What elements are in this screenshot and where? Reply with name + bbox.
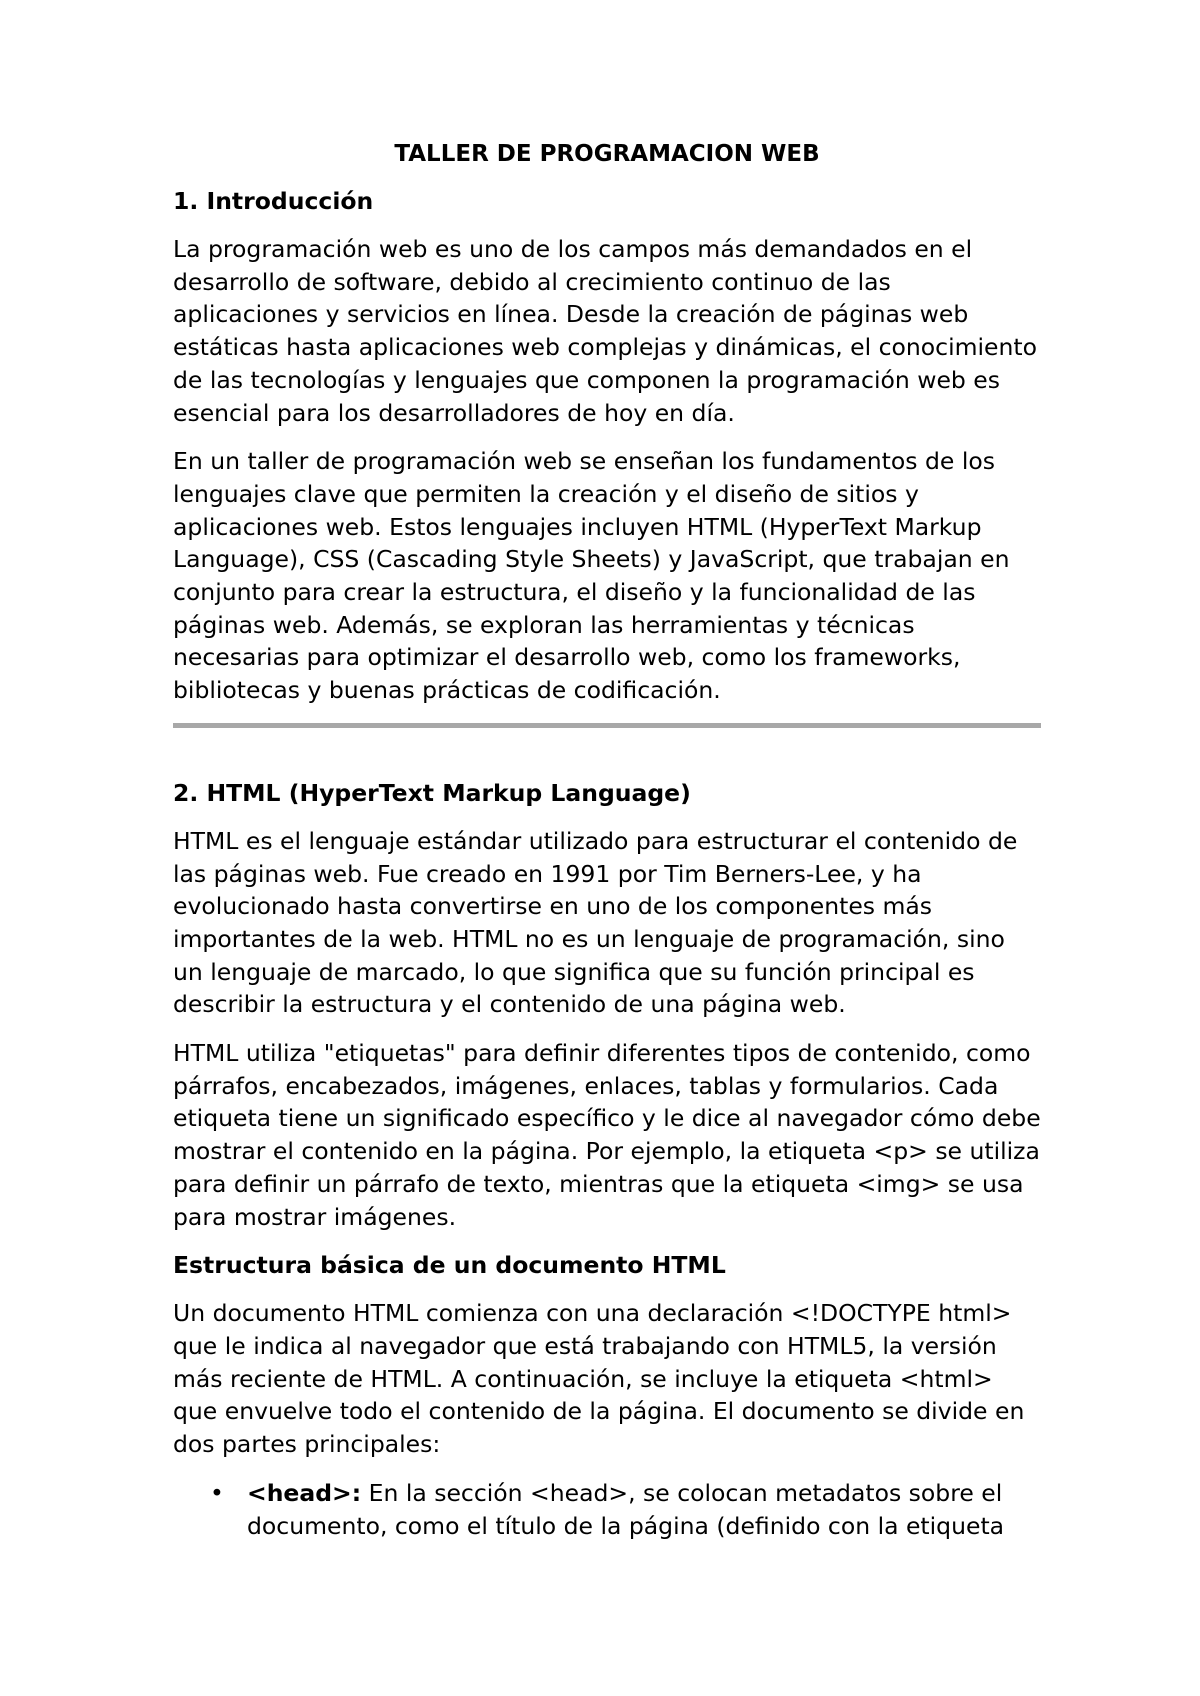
paragraph: HTML es el lenguaje estándar utilizado para estructurar el contenido de las páginas web. Fue creado en 1991 por Tim Berners-Lee, y ha evolucionado hasta convertirse en uno de los componentes más importantes de la web. HTML no es un lenguaje de programación, sino un lenguaje de marcado, lo que significa que su función principal es describir la estructura y el contenido de una página web. xyxy=(173,826,1018,1019)
paragraph: HTML utiliza "etiquetas" para definir diferentes tipos de contenido, como párrafos, encabezados, imágenes, enlaces, tablas y formularios. Cada etiqueta tiene un significado específico y le dice al navegador cómo debe mostrar el contenido en la página. Por ejemplo, la etiqueta <p> se utiliza para definir un párrafo de texto, mientras que la etiqueta <img> se usa para mostrar imágenes. xyxy=(173,1039,1041,1231)
document-title: TALLER DE PROGRAMACION WEB xyxy=(394,141,820,167)
list-item xyxy=(173,1477,1041,1542)
subsection-heading-estructura: Estructura básica de un documento HTML xyxy=(173,1251,726,1280)
list-item-term: <head>: xyxy=(247,1478,362,1507)
section-heading-introduccion: 1. Introducción xyxy=(173,187,374,215)
paragraph: La programación web es uno de los campos más demandados en el desarrollo de software, debido al crecimiento continuo de las aplicaciones y servicios en línea. Desde la creación de páginas web estáticas hasta aplicaciones web complejas y dinámicas, el conocimiento de las tecnologías y lenguajes que componen la programación web es esencial para los desarrolladores de hoy en día. xyxy=(173,235,1037,427)
list-item-text: En la sección <head>, se colocan metadatos sobre el documento, como el título de la página (definido con la etiqueta xyxy=(247,1478,1005,1540)
bullet-marker: • xyxy=(210,1478,224,1507)
paragraph: Un documento HTML comienza con una declaración <!DOCTYPE html> que le indica al navegador que está trabajando con HTML5, la versión más reciente de HTML. A continuación, se incluye la etiqueta <html> que envuelve todo el contenido de la página. El documento se divide en dos partes principales: xyxy=(173,1299,1025,1459)
section-heading-html: 2. HTML (HyperText Markup Language) xyxy=(173,778,691,807)
section-divider xyxy=(173,723,1041,728)
paragraph: En un taller de programación web se enseñan los fundamentos de los lenguajes clave que permiten la creación y el diseño de sitios y aplicaciones web. Estos lenguajes incluyen HTML (HyperText Markup Language), CSS (Cascading Style Sheets) y JavaScript, que trabajan en conjunto para crear la estructura, el diseño y la funcionalidad de las páginas web. Además, se exploran las herramientas y técnicas necesarias para optimizar el desarrollo web, como los frameworks, bibliotecas y buenas prácticas de codificación. xyxy=(173,447,1010,705)
bullet-list xyxy=(173,1477,1041,1542)
document-page xyxy=(173,138,1041,1542)
